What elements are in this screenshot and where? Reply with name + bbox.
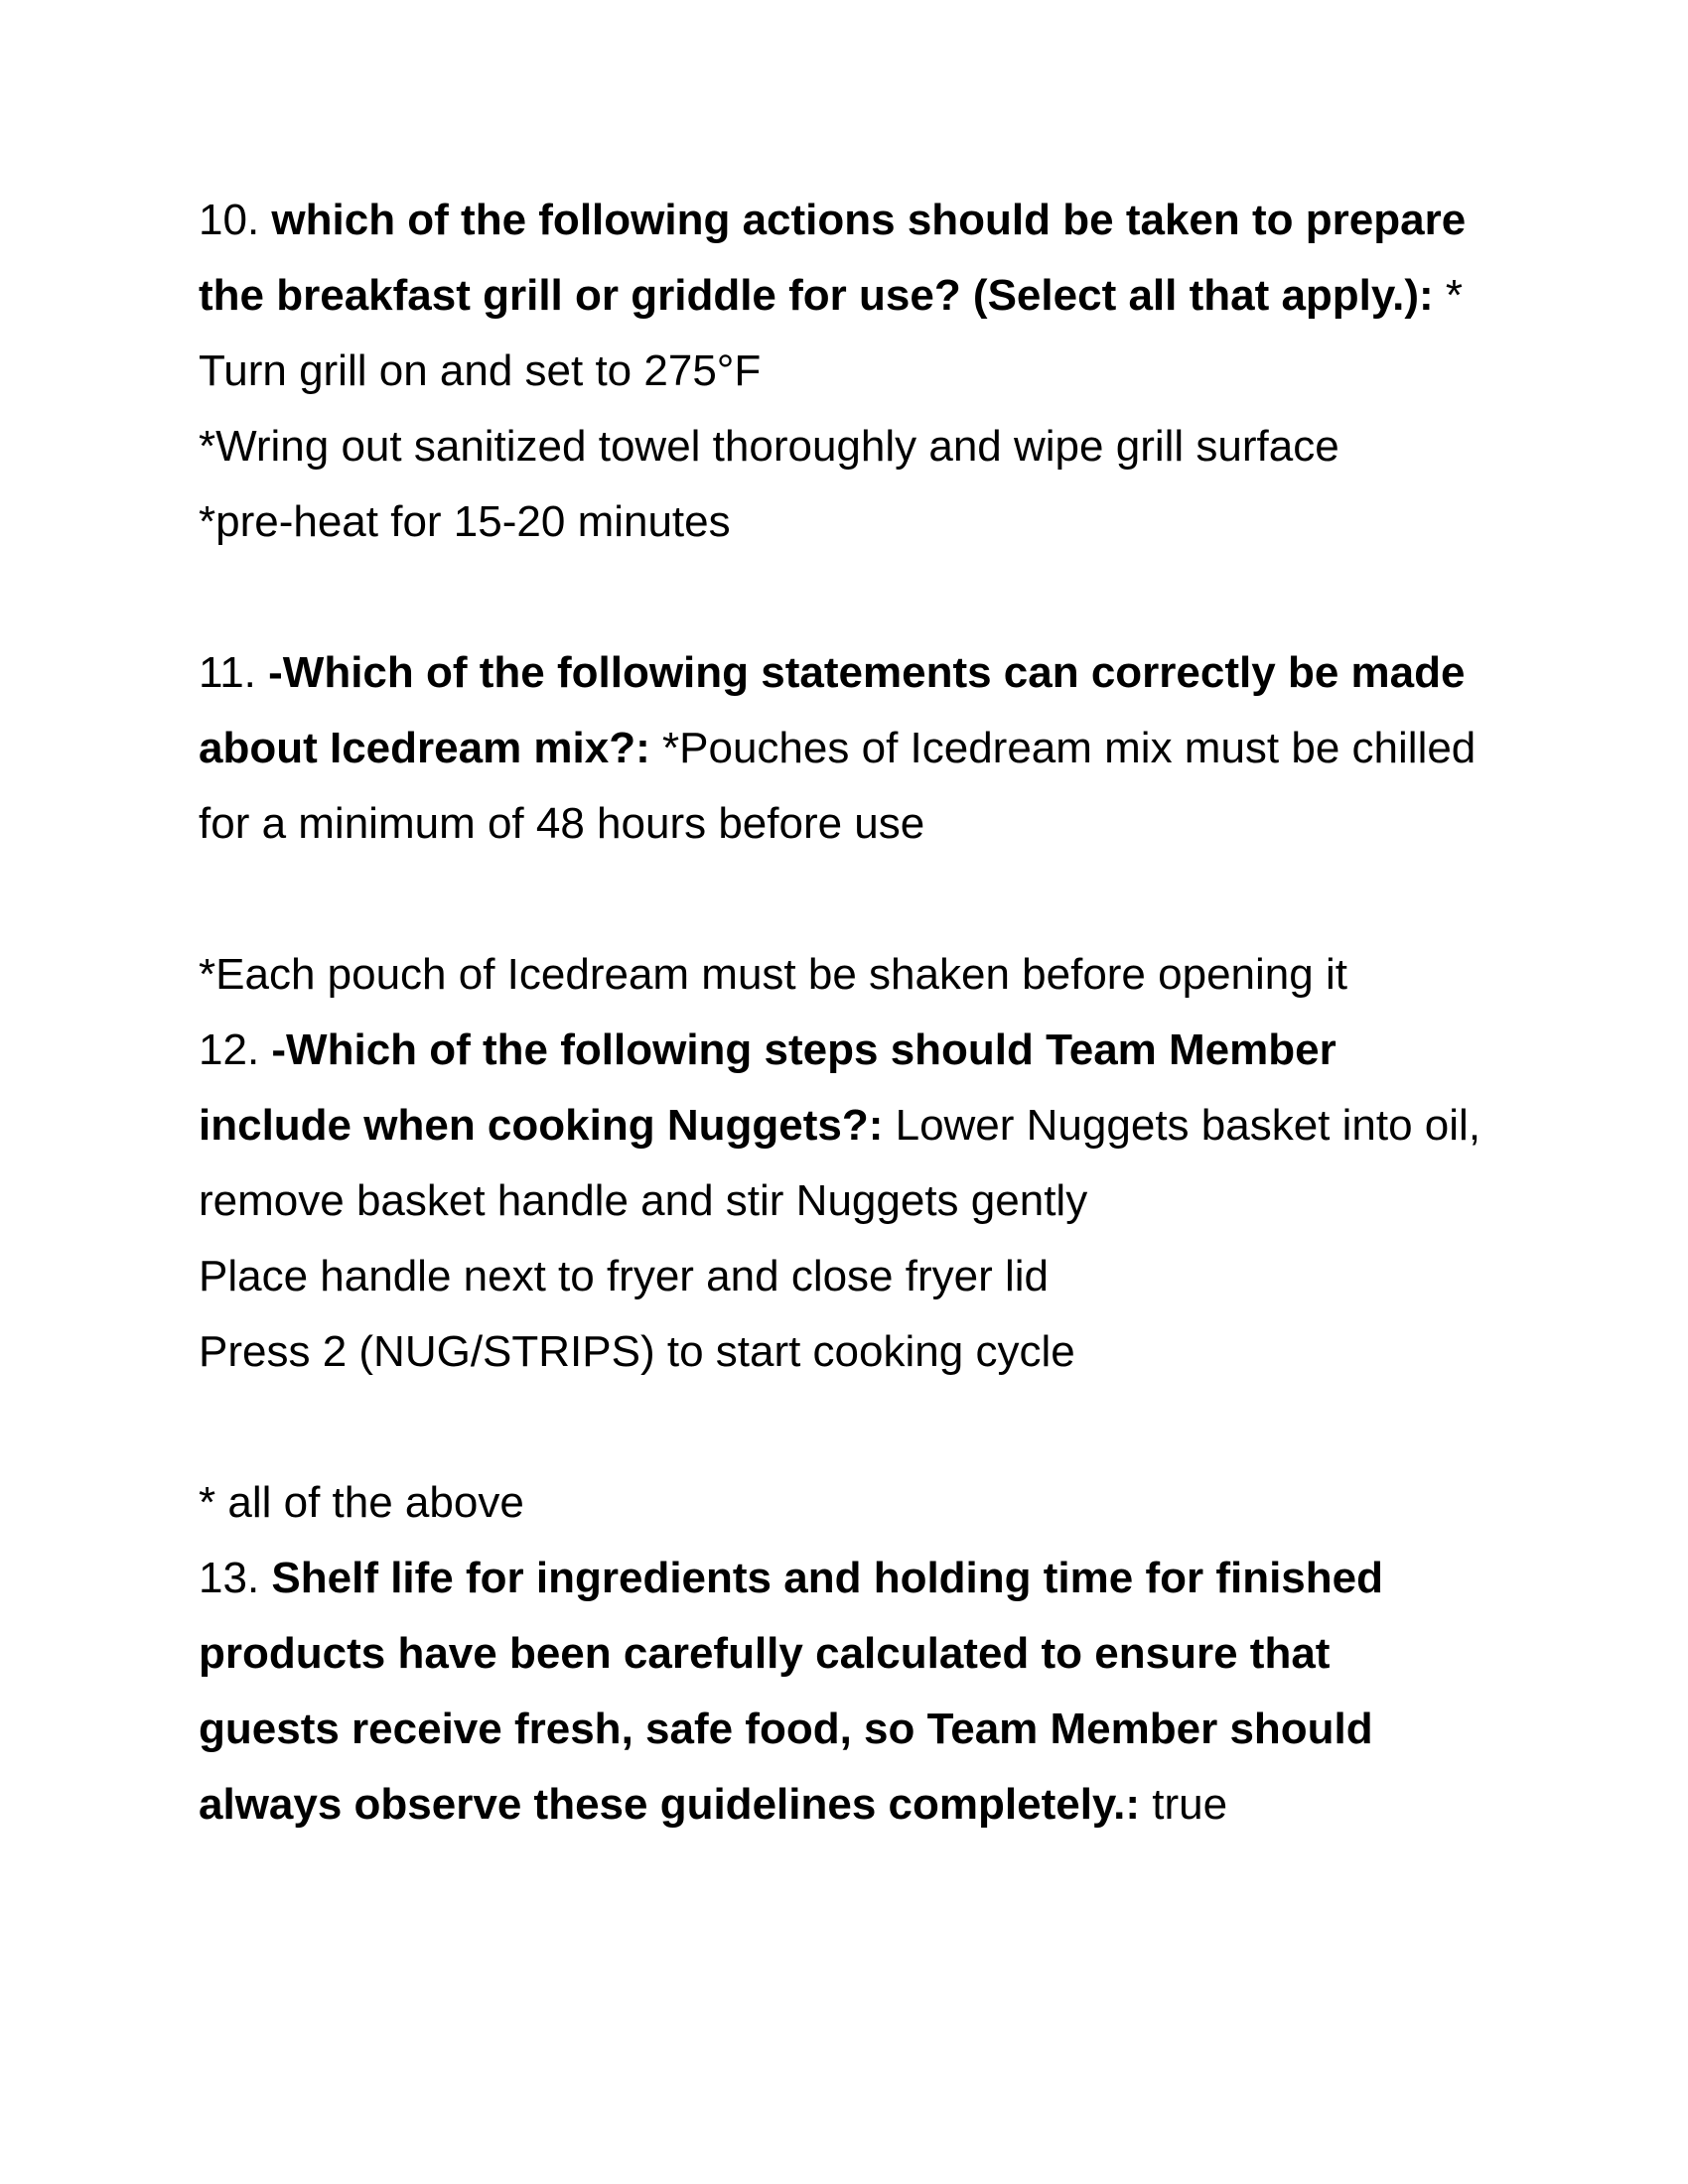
q10-answer: *Wring out sanitized towel thoroughly and wipe grill surface — [199, 422, 1339, 471]
q10-line-1 — [199, 195, 1466, 246]
q10-number: 10. — [199, 196, 260, 244]
q10-question-text: the breakfast grill or griddle for use? (Select all that apply.): — [199, 271, 1434, 320]
q11-answer: *Each pouch of Icedream must be shaken before opening it — [199, 950, 1347, 999]
q12-answer: Lower Nuggets basket into oil, — [895, 1101, 1481, 1150]
q12-answer: * all of the above — [199, 1478, 524, 1527]
q12-line-2 — [199, 1100, 1480, 1152]
q11-question-text: -Which of the following statements can correctly be made — [268, 648, 1466, 697]
q11-line-1 — [199, 647, 1465, 699]
q10-answer: Turn grill on and set to 275°F — [199, 346, 762, 395]
q11-answer: for a minimum of 48 hours before use — [199, 799, 925, 848]
q12-answer: remove basket handle and stir Nuggets gently — [199, 1176, 1088, 1225]
q13-question-text: always observe these guidelines completely.: — [199, 1780, 1140, 1829]
q12-answer: Press 2 (NUG/STRIPS) to start cooking cycle — [199, 1327, 1075, 1376]
q11-line-2 — [199, 723, 1476, 774]
q10-answer: *pre-heat for 15-20 minutes — [199, 497, 731, 546]
q10-question-text: which of the following actions should be taken to prepare — [271, 196, 1467, 244]
q11-answer: *Pouches of Icedream mix must be chilled — [662, 724, 1477, 772]
q12-line-1 — [199, 1024, 1336, 1076]
q10-line-2 — [199, 270, 1463, 322]
q12-number: 12. — [199, 1025, 260, 1074]
q12-question-text: -Which of the following steps should Team Member — [271, 1025, 1336, 1074]
q13-number: 13. — [199, 1554, 260, 1602]
q10-answer-marker: * — [1445, 271, 1464, 320]
q13-line-4 — [199, 1779, 1227, 1831]
q12-question-text: include when cooking Nuggets?: — [199, 1101, 884, 1150]
q13-answer: true — [1152, 1780, 1228, 1829]
q13-question-text: products have been carefully calculated to ensure that — [199, 1629, 1331, 1678]
q13-question-text: Shelf life for ingredients and holding time for finished — [271, 1554, 1383, 1602]
q13-question-text: guests receive fresh, safe food, so Team Member should — [199, 1705, 1373, 1753]
q13-line-1 — [199, 1553, 1383, 1604]
q11-number: 11. — [199, 648, 256, 697]
q12-answer: Place handle next to fryer and close fryer lid — [199, 1252, 1050, 1300]
q11-question-text: about Icedream mix?: — [199, 724, 650, 772]
